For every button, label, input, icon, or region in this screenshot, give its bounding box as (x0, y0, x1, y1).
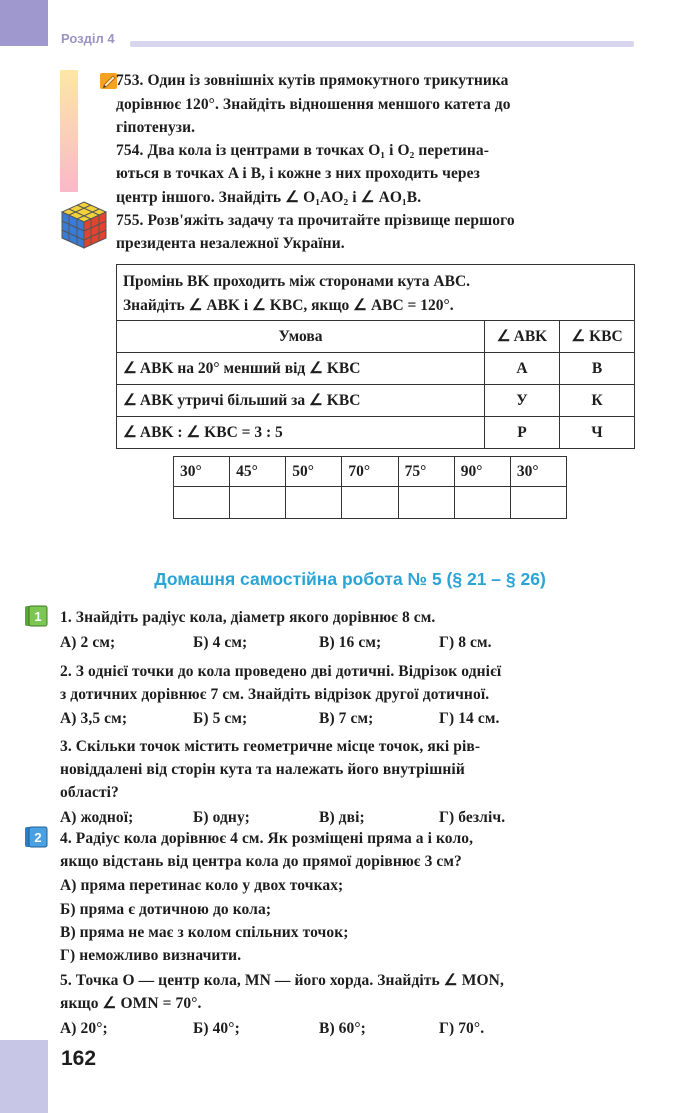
hw-question-4-line2: якщо відстань від центра кола до прямої дорівнює 3 см? (60, 853, 462, 870)
hw-q2-option-c[interactable]: В) 7 см; (319, 710, 374, 727)
task-table-text-line1: Промінь BK проходить між сторонами кута ABC. (123, 272, 471, 290)
answer-empty-cell[interactable] (342, 487, 398, 519)
hw-q1-option-c[interactable]: В) 16 см; (319, 634, 382, 651)
svg-text:2: 2 (34, 830, 42, 845)
answer-empty-cell[interactable] (174, 487, 230, 519)
answer-cell: 90° (454, 457, 510, 487)
problem-753-line1: 753. Один із зовнішніх кутів прямокутного трикутника (116, 72, 509, 89)
task-table-row1-letter2: В (560, 353, 635, 385)
task-table-row1-condition: ∠ ABK на 20° менший від ∠ KBC (117, 353, 485, 385)
hw-q4-option-c[interactable]: В) пряма не має з колом спільних точок; (60, 924, 349, 941)
page-number: 162 (61, 1047, 97, 1070)
hw-q4-option-b[interactable]: Б) пряма є дотичною до кола; (60, 901, 272, 918)
hw-q3-option-d[interactable]: Г) безліч. (439, 809, 506, 826)
section-label: Розділ 4 (61, 31, 115, 46)
hw-q5-option-b[interactable]: Б) 40°; (193, 1020, 240, 1037)
problem-755-line1: 755. Розв'яжіть задачу та прочитайте прізвище першого (116, 212, 515, 229)
answer-cell: 30° (174, 457, 230, 487)
level-1-icon (24, 605, 48, 627)
hw-question-4-line1: 4. Радіус кола дорівнює 4 см. Як розміщені пряма a і коло, (60, 830, 474, 847)
answer-cell: 50° (286, 457, 342, 487)
rubik-cube-icon (60, 200, 108, 250)
hw-question-1: 1. Знайдіть радіус кола, діаметр якого дорівнює 8 см. (60, 609, 436, 626)
answer-empty-cell[interactable] (230, 487, 286, 519)
hw-question-2-line2: з дотичних дорівнює 7 см. Знайдіть відрізок другої дотичної. (60, 686, 490, 703)
task-table-row2-condition: ∠ ABK утричі більший за ∠ KBC (117, 385, 485, 417)
footer-corner-tab (0, 1040, 48, 1113)
task-table-row2-letter2: К (560, 385, 635, 417)
answer-table (173, 456, 567, 519)
hw-q4-option-d[interactable]: Г) неможливо визначити. (60, 947, 242, 964)
hw-q2-option-a[interactable]: А) 3,5 см; (60, 710, 128, 727)
problem-755-line2: президента незалежної України. (116, 235, 345, 252)
hw-q5-option-d[interactable]: Г) 70°. (439, 1020, 485, 1037)
problem-754-line2: ються в точках A і B, і кожне з них проходить через (116, 165, 480, 182)
answer-empty-cell[interactable] (454, 487, 510, 519)
task-table-header-kbc: ∠ KBC (560, 321, 635, 353)
answer-empty-cell[interactable] (510, 487, 566, 519)
hw-question-2-line1: 2. З однієї точки до кола проведено дві дотичні. Відрізок однієї (60, 663, 502, 680)
task-table-text (117, 265, 635, 321)
svg-text:1: 1 (34, 609, 42, 624)
hw-question-3-line1: 3. Скільки точок містить геометричне місце точок, які рів- (60, 738, 481, 755)
answer-cell: 45° (230, 457, 286, 487)
header-rule (130, 41, 634, 47)
answer-cell: 75° (398, 457, 454, 487)
hw-q3-option-c[interactable]: В) дві; (319, 809, 365, 826)
hw-q4-option-a[interactable]: А) пряма перетинає коло у двох точках; (60, 877, 344, 894)
problem-754-line1: 754. Два кола із центрами в точках O₁ і O₂ перетина- (116, 142, 489, 159)
task-table-row2-letter1: У (485, 385, 560, 417)
task-table-header-abk: ∠ ABK (485, 321, 560, 353)
hw-q1-option-b[interactable]: Б) 4 см; (193, 634, 248, 651)
side-bar (60, 70, 78, 192)
hw-q1-option-d[interactable]: Г) 8 см. (439, 634, 492, 651)
task-table-header-condition: Умова (117, 321, 485, 353)
answer-cell: 70° (342, 457, 398, 487)
hw-q3-option-b[interactable]: Б) одну; (193, 809, 250, 826)
homework-title: Домашня самостійна робота № 5 (§ 21 – § 26) (154, 569, 546, 589)
answer-empty-cell[interactable] (398, 487, 454, 519)
task-table-text-line2: Знайдіть ∠ ABK і ∠ KBC, якщо ∠ ABC = 120°. (123, 296, 454, 314)
hw-question-5-line1: 5. Точка O — центр кола, MN — його хорда. Знайдіть ∠ MON, (60, 972, 504, 989)
hw-q2-option-b[interactable]: Б) 5 см; (193, 710, 248, 727)
hw-question-3-line3: області? (60, 784, 119, 801)
hw-q5-option-a[interactable]: А) 20°; (60, 1020, 108, 1037)
task-table (116, 264, 635, 449)
task-table-row1-letter1: А (485, 353, 560, 385)
answer-empty-cell[interactable] (286, 487, 342, 519)
hw-question-3-line2: новіддалені від сторін кута та належать його внутрішній (60, 761, 465, 778)
hw-q3-option-a[interactable]: А) жодної; (60, 809, 134, 826)
hw-q5-option-c[interactable]: В) 60°; (319, 1020, 366, 1037)
problem-753-line2: дорівнює 120°. Знайдіть відношення меншого катета до (116, 96, 511, 113)
task-table-row3-letter1: Р (485, 417, 560, 449)
hw-question-5-line2: якщо ∠ OMN = 70°. (60, 995, 202, 1012)
task-table-row3-condition: ∠ ABK : ∠ KBC = 3 : 5 (117, 417, 485, 449)
problem-753-line3: гіпотенузи. (116, 119, 196, 136)
hw-q1-option-a[interactable]: А) 2 см; (60, 634, 116, 651)
problem-754-line3: центр іншого. Знайдіть ∠ O₁AO₂ і ∠ AO₁B. (116, 189, 422, 206)
answer-cell: 30° (510, 457, 566, 487)
task-table-row3-letter2: Ч (560, 417, 635, 449)
corner-tab (0, 0, 48, 46)
hw-q2-option-d[interactable]: Г) 14 см. (439, 710, 500, 727)
level-2-icon (24, 826, 48, 848)
